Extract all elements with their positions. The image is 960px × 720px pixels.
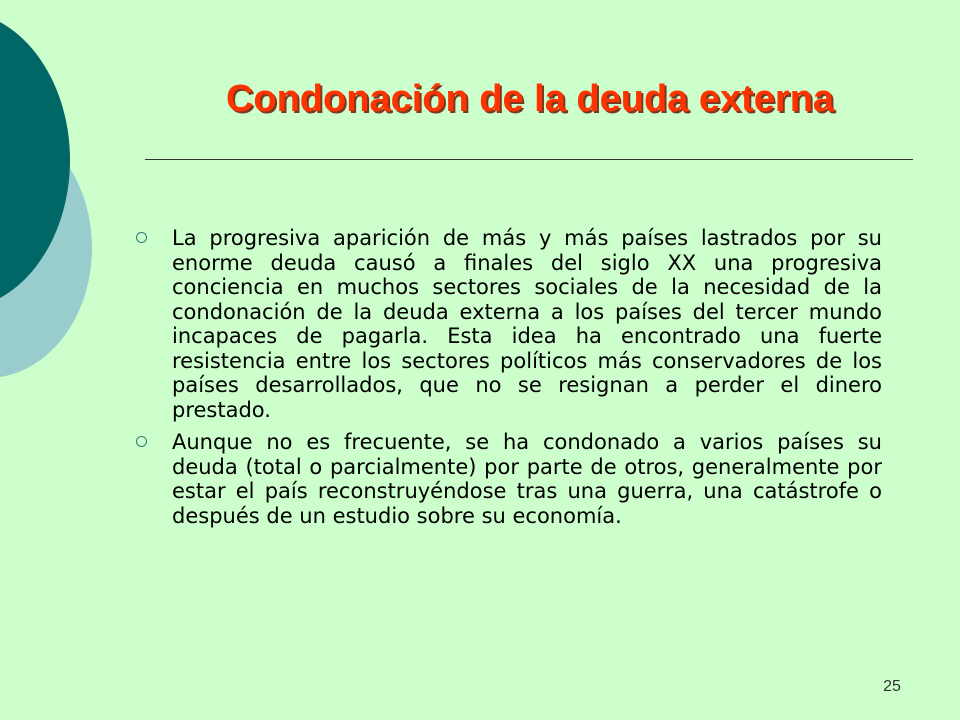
circle-bullet-icon bbox=[136, 232, 147, 243]
title-divider bbox=[145, 159, 913, 160]
bullet-text: La progresiva aparición de más y más países lastrados por su enorme deuda causó a finales del siglo XX una progresiva conciencia en muchos sectores sociales de la necesidad de la condonación de la deuda externa a los países del tercer mundo incapaces de pagarla. Esta idea ha encontrado una fuerte resistencia entre los sectores políticos más conservadores de los países desarrollados, que no se resignan a perder el dinero prestado. bbox=[172, 226, 882, 422]
circle-bullet-icon bbox=[136, 436, 147, 447]
slide-title: Condonación de la deuda externa bbox=[225, 78, 835, 120]
bullet-item bbox=[128, 226, 882, 422]
bullet-text: Aunque no es frecuente, se ha condonado a varios países su deuda (total o parcialmente) por parte de otros, generalmente por estar el país reconstruyéndose tras una guerra, una catástrofe o después de un estudio sobre su economía. bbox=[172, 430, 882, 528]
page-number: 25 bbox=[883, 678, 901, 695]
bullet-item bbox=[128, 430, 882, 528]
bullet-list bbox=[128, 226, 882, 536]
